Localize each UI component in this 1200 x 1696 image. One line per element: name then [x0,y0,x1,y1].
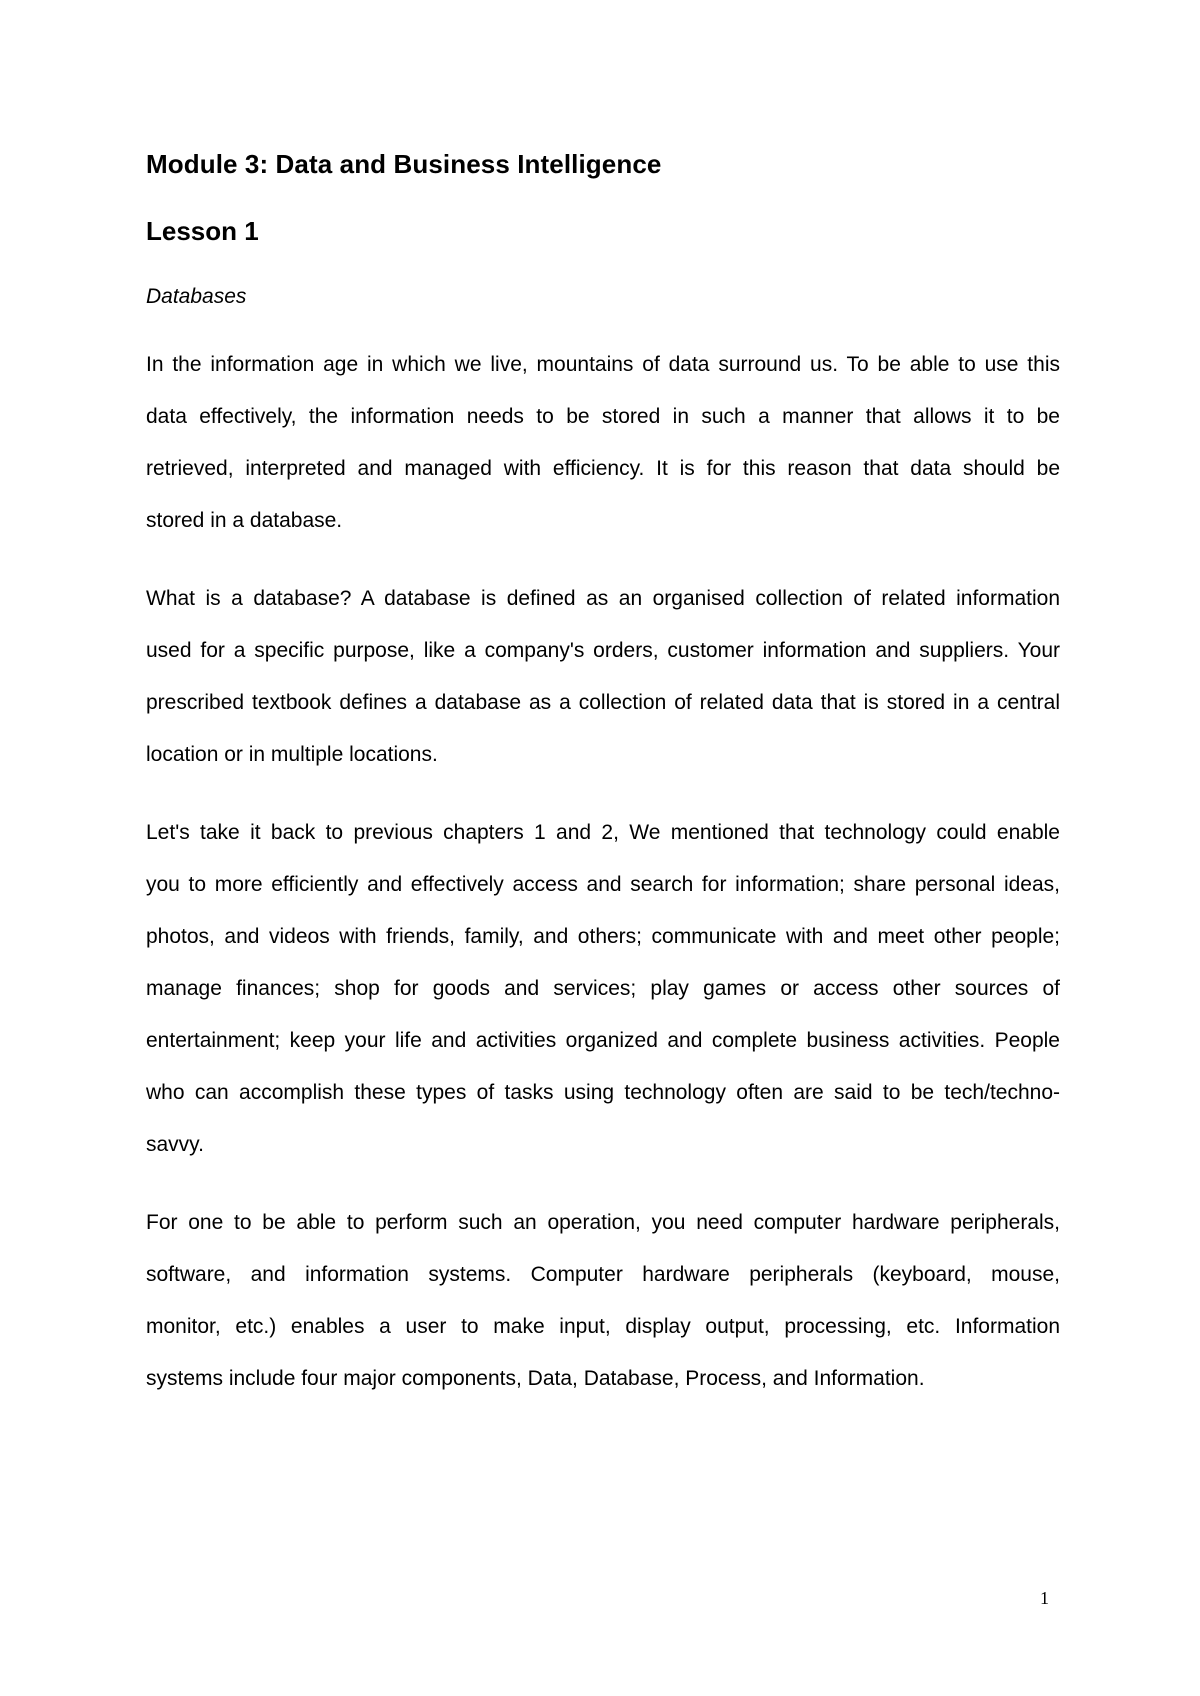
paragraph-line: photos, and videos with friends, family, and others; communicate with and meet other people; [146,925,1060,948]
section-title: Databases [146,285,247,308]
paragraph-information-systems [146,1197,1060,1405]
paragraph-line: stored in a database. [146,509,343,532]
paragraph-line: who can accomplish these types of tasks using technology often are said to be tech/techno- [146,1081,1060,1104]
paragraph-line: For one to be able to perform such an operation, you need computer hardware peripherals, [146,1211,1060,1234]
paragraph-line: systems include four major components, Data, Database, Process, and Information. [146,1367,925,1390]
paragraph-line: What is a database? A database is defined as an organised collection of related information [146,587,1060,610]
page-number: 1 [1040,1588,1049,1608]
paragraph-line: Let's take it back to previous chapters 1 and 2, We mentioned that technology could enable [146,821,1060,844]
paragraph-line: retrieved, interpreted and managed with efficiency. It is for this reason that data should be [146,457,1060,480]
paragraph-line: you to more efficiently and effectively access and search for information; share personal ideas, [146,873,1060,896]
paragraph-line: manage finances; shop for goods and services; play games or access other sources of [146,977,1060,1000]
paragraph-line: data effectively, the information needs to be stored in such a manner that allows it to be [146,405,1060,428]
paragraph-previous-chapters [146,807,1060,1171]
paragraph-line: software, and information systems. Computer hardware peripherals (keyboard, mouse, [146,1263,1060,1286]
paragraph-line: location or in multiple locations. [146,743,438,766]
page-content [146,140,1060,1405]
paragraph-line: In the information age in which we live, mountains of data surround us. To be able to use this [146,353,1060,376]
paragraph-line: savvy. [146,1133,204,1156]
paragraph-line: prescribed textbook defines a database as a collection of related data that is stored in a central [146,691,1060,714]
paragraph-line: used for a specific purpose, like a company's orders, customer information and suppliers. Your [146,639,1060,662]
paragraph-database-definition [146,573,1060,781]
paragraph-line: entertainment; keep your life and activities organized and complete business activities. People [146,1029,1060,1052]
paragraph-information-age [146,339,1060,547]
lesson-title: Lesson 1 [146,216,259,246]
paragraph-line: monitor, etc.) enables a user to make input, display output, processing, etc. Information [146,1315,1060,1338]
module-title: Module 3: Data and Business Intelligence [146,149,662,179]
